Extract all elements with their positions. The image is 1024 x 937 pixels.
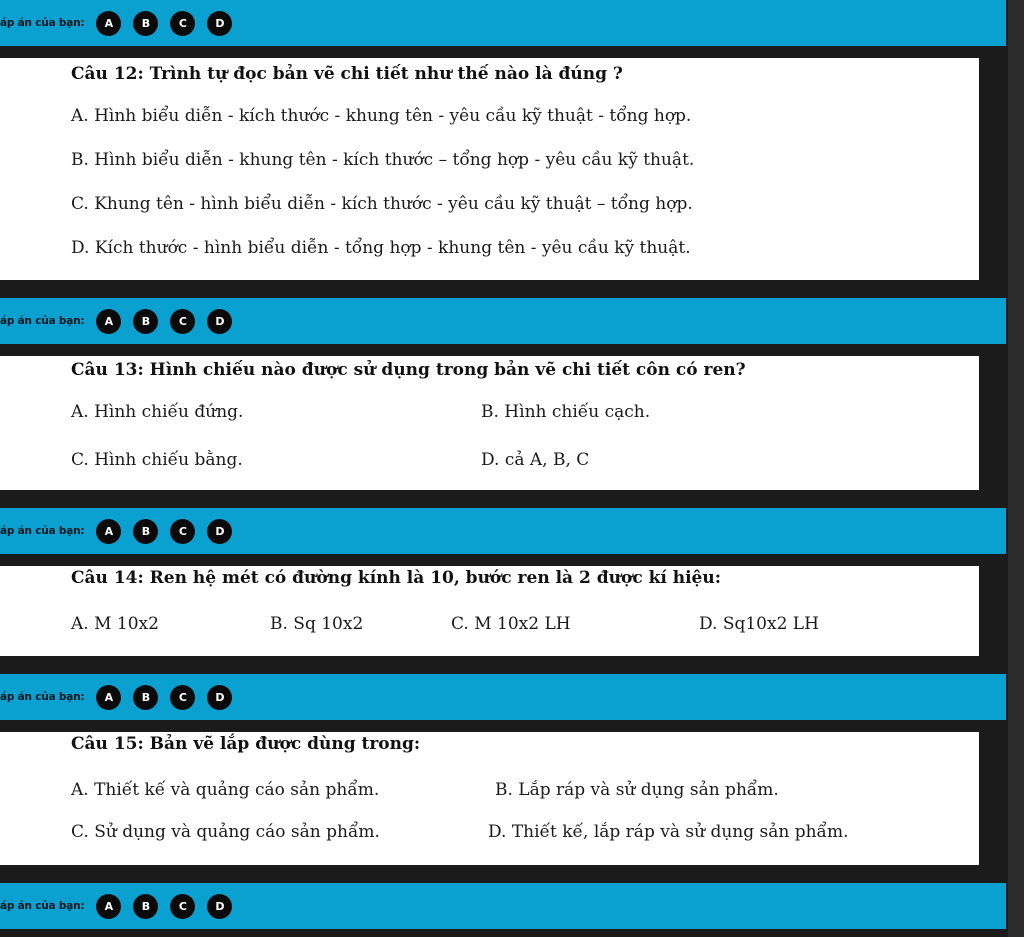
answer-label: áp án của bạn: [0, 691, 85, 703]
question-card-12 [0, 58, 979, 280]
option-a: A. Thiết kế và quảng cáo sản phẩm. [71, 780, 380, 800]
answer-option-c[interactable]: C [170, 685, 195, 710]
option-a: A. Hình chiếu đứng. [71, 402, 244, 422]
answer-label: áp án của bạn: [0, 900, 85, 912]
answer-option-a[interactable]: A [96, 519, 121, 544]
answer-option-a[interactable]: A [96, 11, 121, 36]
question-card-14 [0, 566, 979, 656]
question-title: Câu 14: Ren hệ mét có đường kính là 10, bước ren là 2 được kí hiệu: [71, 568, 722, 588]
answer-option-d[interactable]: D [207, 11, 232, 36]
answer-bar-q11 [0, 0, 1006, 46]
answer-option-b[interactable]: B [133, 309, 158, 334]
answer-option-d[interactable]: D [207, 685, 232, 710]
answer-option-d[interactable]: D [207, 894, 232, 919]
option-d: D. Sq10x2 LH [699, 614, 819, 634]
answer-option-d[interactable]: D [207, 309, 232, 334]
answer-label: áp án của bạn: [0, 17, 85, 29]
option-c: C. M 10x2 LH [451, 614, 571, 634]
option-b: B. Hình chiếu cạch. [481, 402, 651, 422]
answer-option-a[interactable]: A [96, 685, 121, 710]
answer-option-c[interactable]: C [170, 519, 195, 544]
question-title: Câu 12: Trình tự đọc bản vẽ chi tiết như thế nào là đúng ? [71, 64, 623, 84]
option-c: C. Hình chiếu bằng. [71, 450, 243, 470]
question-card-13 [0, 356, 979, 490]
answer-option-a[interactable]: A [96, 309, 121, 334]
option-a: A. Hình biểu diễn - kích thước - khung tên - yêu cầu kỹ thuật - tổng hợp. [71, 106, 692, 126]
answer-label: áp án của bạn: [0, 315, 85, 327]
option-b: B. Sq 10x2 [270, 614, 364, 634]
question-card-15 [0, 732, 979, 865]
answer-option-d[interactable]: D [207, 519, 232, 544]
option-c: C. Sử dụng và quảng cáo sản phẩm. [71, 822, 380, 842]
answer-option-b[interactable]: B [133, 519, 158, 544]
answer-bar-q15 [0, 883, 1006, 929]
question-title: Câu 15: Bản vẽ lắp được dùng trong: [71, 734, 421, 754]
answer-label: áp án của bạn: [0, 525, 85, 537]
scrollbar[interactable] [1008, 0, 1024, 937]
option-a: A. M 10x2 [71, 614, 159, 634]
answer-option-c[interactable]: C [170, 11, 195, 36]
answer-option-b[interactable]: B [133, 894, 158, 919]
answer-option-b[interactable]: B [133, 685, 158, 710]
answer-bar-q14 [0, 674, 1006, 720]
option-d: D. Thiết kế, lắp ráp và sử dụng sản phẩm. [488, 822, 849, 842]
option-d: D. Kích thước - hình biểu diễn - tổng hợp - khung tên - yêu cầu kỹ thuật. [71, 238, 691, 258]
answer-bar-q12 [0, 298, 1006, 344]
answer-option-c[interactable]: C [170, 894, 195, 919]
answer-option-b[interactable]: B [133, 11, 158, 36]
option-d: D. cả A, B, C [481, 450, 590, 470]
option-b: B. Lắp ráp và sử dụng sản phẩm. [495, 780, 779, 800]
question-title: Câu 13: Hình chiếu nào được sử dụng trong bản vẽ chi tiết côn có ren? [71, 360, 746, 380]
answer-option-c[interactable]: C [170, 309, 195, 334]
option-b: B. Hình biểu diễn - khung tên - kích thước – tổng hợp - yêu cầu kỹ thuật. [71, 150, 695, 170]
answer-bar-q13 [0, 508, 1006, 554]
answer-option-a[interactable]: A [96, 894, 121, 919]
option-c: C. Khung tên - hình biểu diễn - kích thước - yêu cầu kỹ thuật – tổng hợp. [71, 194, 693, 214]
